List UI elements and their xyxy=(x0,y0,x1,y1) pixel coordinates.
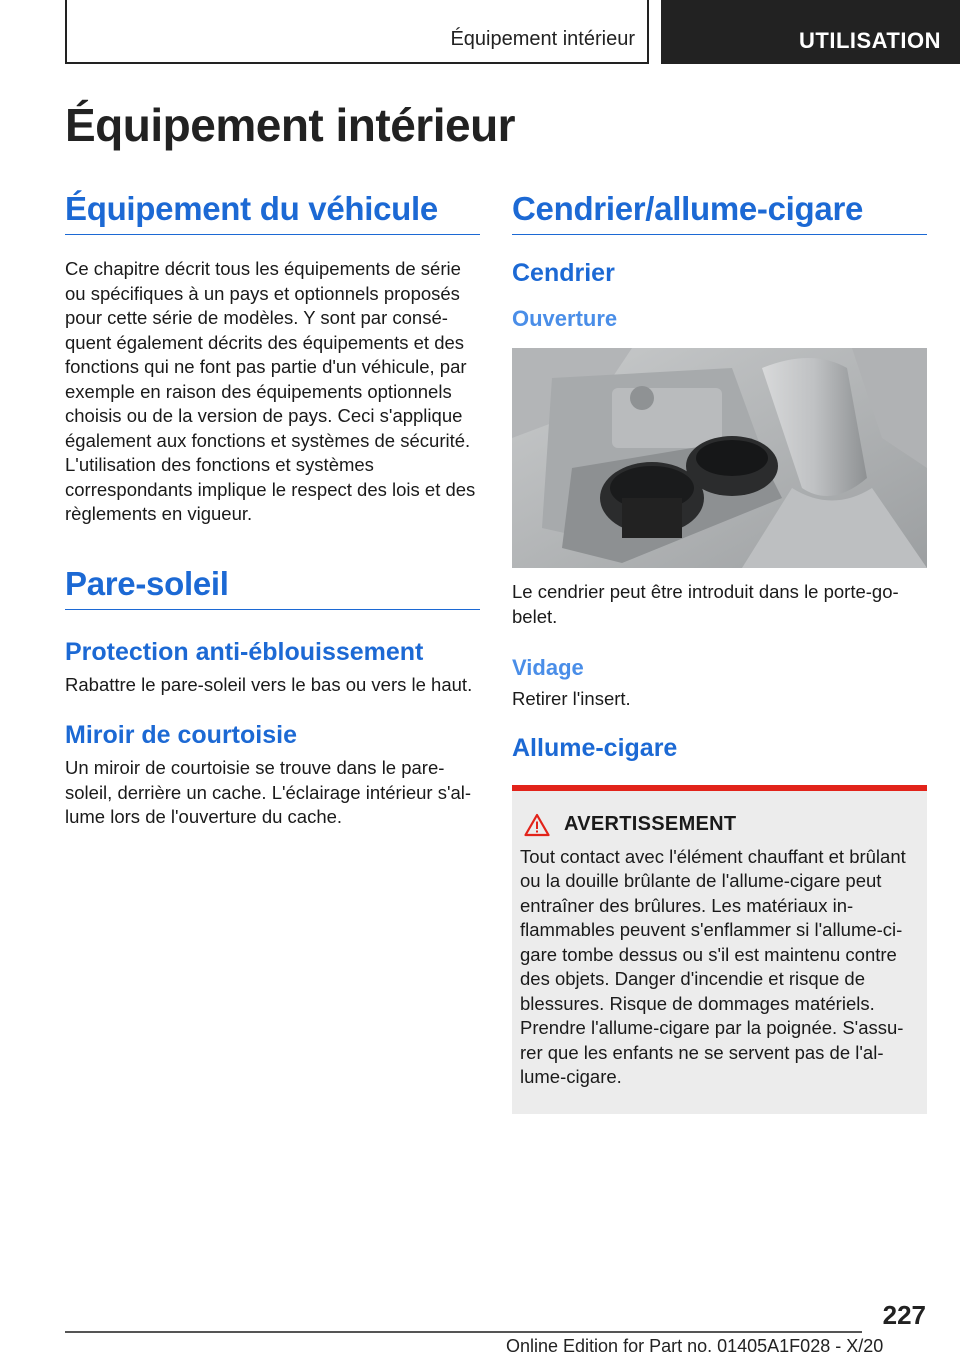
heading-glare-protection: Protection anti-éblouissement xyxy=(65,637,424,666)
heading-ashtray-lighter: Cendrier/allume-cigare xyxy=(512,190,927,235)
page-number: 227 xyxy=(882,1300,926,1330)
page-title: Équipement intérieur xyxy=(65,99,516,151)
warning-header xyxy=(520,813,919,837)
left-column xyxy=(65,190,480,830)
heading-vanity-mirror: Miroir de courtoisie xyxy=(65,721,297,749)
header-chapter-label: UTILISATION xyxy=(799,28,941,53)
header-section-tab xyxy=(65,0,649,64)
heading-opening: Ouverture xyxy=(512,306,618,331)
photo-caption: Le cendrier peut être introduit dans le porte-gobelet. xyxy=(512,581,899,627)
warning-text: Tout contact avec l'élément chauffant et brûlant ou la douille brûlante de l'allume-cigare peut entraîner des brûlures. Les matériaux inflammables peuvent s'enflammer si l'allume-cigare tombe dessus ou s'il est maintenu contre des objets. Danger d'incendie et risque de blessures. Risque de dommages matériels. Prendre l'allume-cigare par la poignée. S'assurer que les enfants ne se servent pas de l'allume-cigare. xyxy=(520,845,906,1087)
footer-divider xyxy=(65,1331,862,1333)
heading-emptying: Vidage xyxy=(512,655,584,680)
glare-protection-text: Rabattre le pare-soleil vers le bas ou vers le haut. xyxy=(65,673,473,695)
cupholder-ashtray-photo xyxy=(512,348,927,568)
heading-sun-visor: Pare-soleil xyxy=(65,565,480,610)
heading-vehicle-equipment: Équipement du véhicule xyxy=(65,190,480,235)
warning-box xyxy=(512,791,927,1114)
emptying-text: Retirer l'insert. xyxy=(512,688,631,709)
heading-cigarette-lighter: Allume-cigare xyxy=(512,733,678,762)
warning-title: AVERTISSEMENT xyxy=(564,813,737,835)
footer-edition: Online Edition for Part no. 01405A1F028 - X/20 xyxy=(506,1336,884,1356)
warning-triangle-icon xyxy=(524,813,550,837)
warning-block xyxy=(512,785,927,1114)
vehicle-equipment-text: Ce chapitre décrit tous les équipements de série ou spécifiques à un pays et optionnels proposés pour cette série de modèles. Y sont par conséquent également décrits des équipements et des fonctions qui ne font pas partie d'un véhicule, par exemple en raison des équipements optionnels choisis ou de la version de pays. Ceci s'applique également aux fonctions et systèmes de sécurité. L'utilisation des fonctions et systèmes correspondants implique le respect des lois et des règlements en vigueur. xyxy=(65,258,476,524)
header-section-label: Équipement intérieur xyxy=(450,28,635,50)
heading-ashtray: Cendrier xyxy=(512,259,615,287)
right-column xyxy=(512,190,927,1114)
vanity-mirror-text: Un miroir de courtoisie se trouve dans le pare-soleil, derrière un cache. L'éclairage intérieur s'allume lors de l'ouverture du cache. xyxy=(65,757,472,827)
header-chapter-tab xyxy=(661,0,960,64)
